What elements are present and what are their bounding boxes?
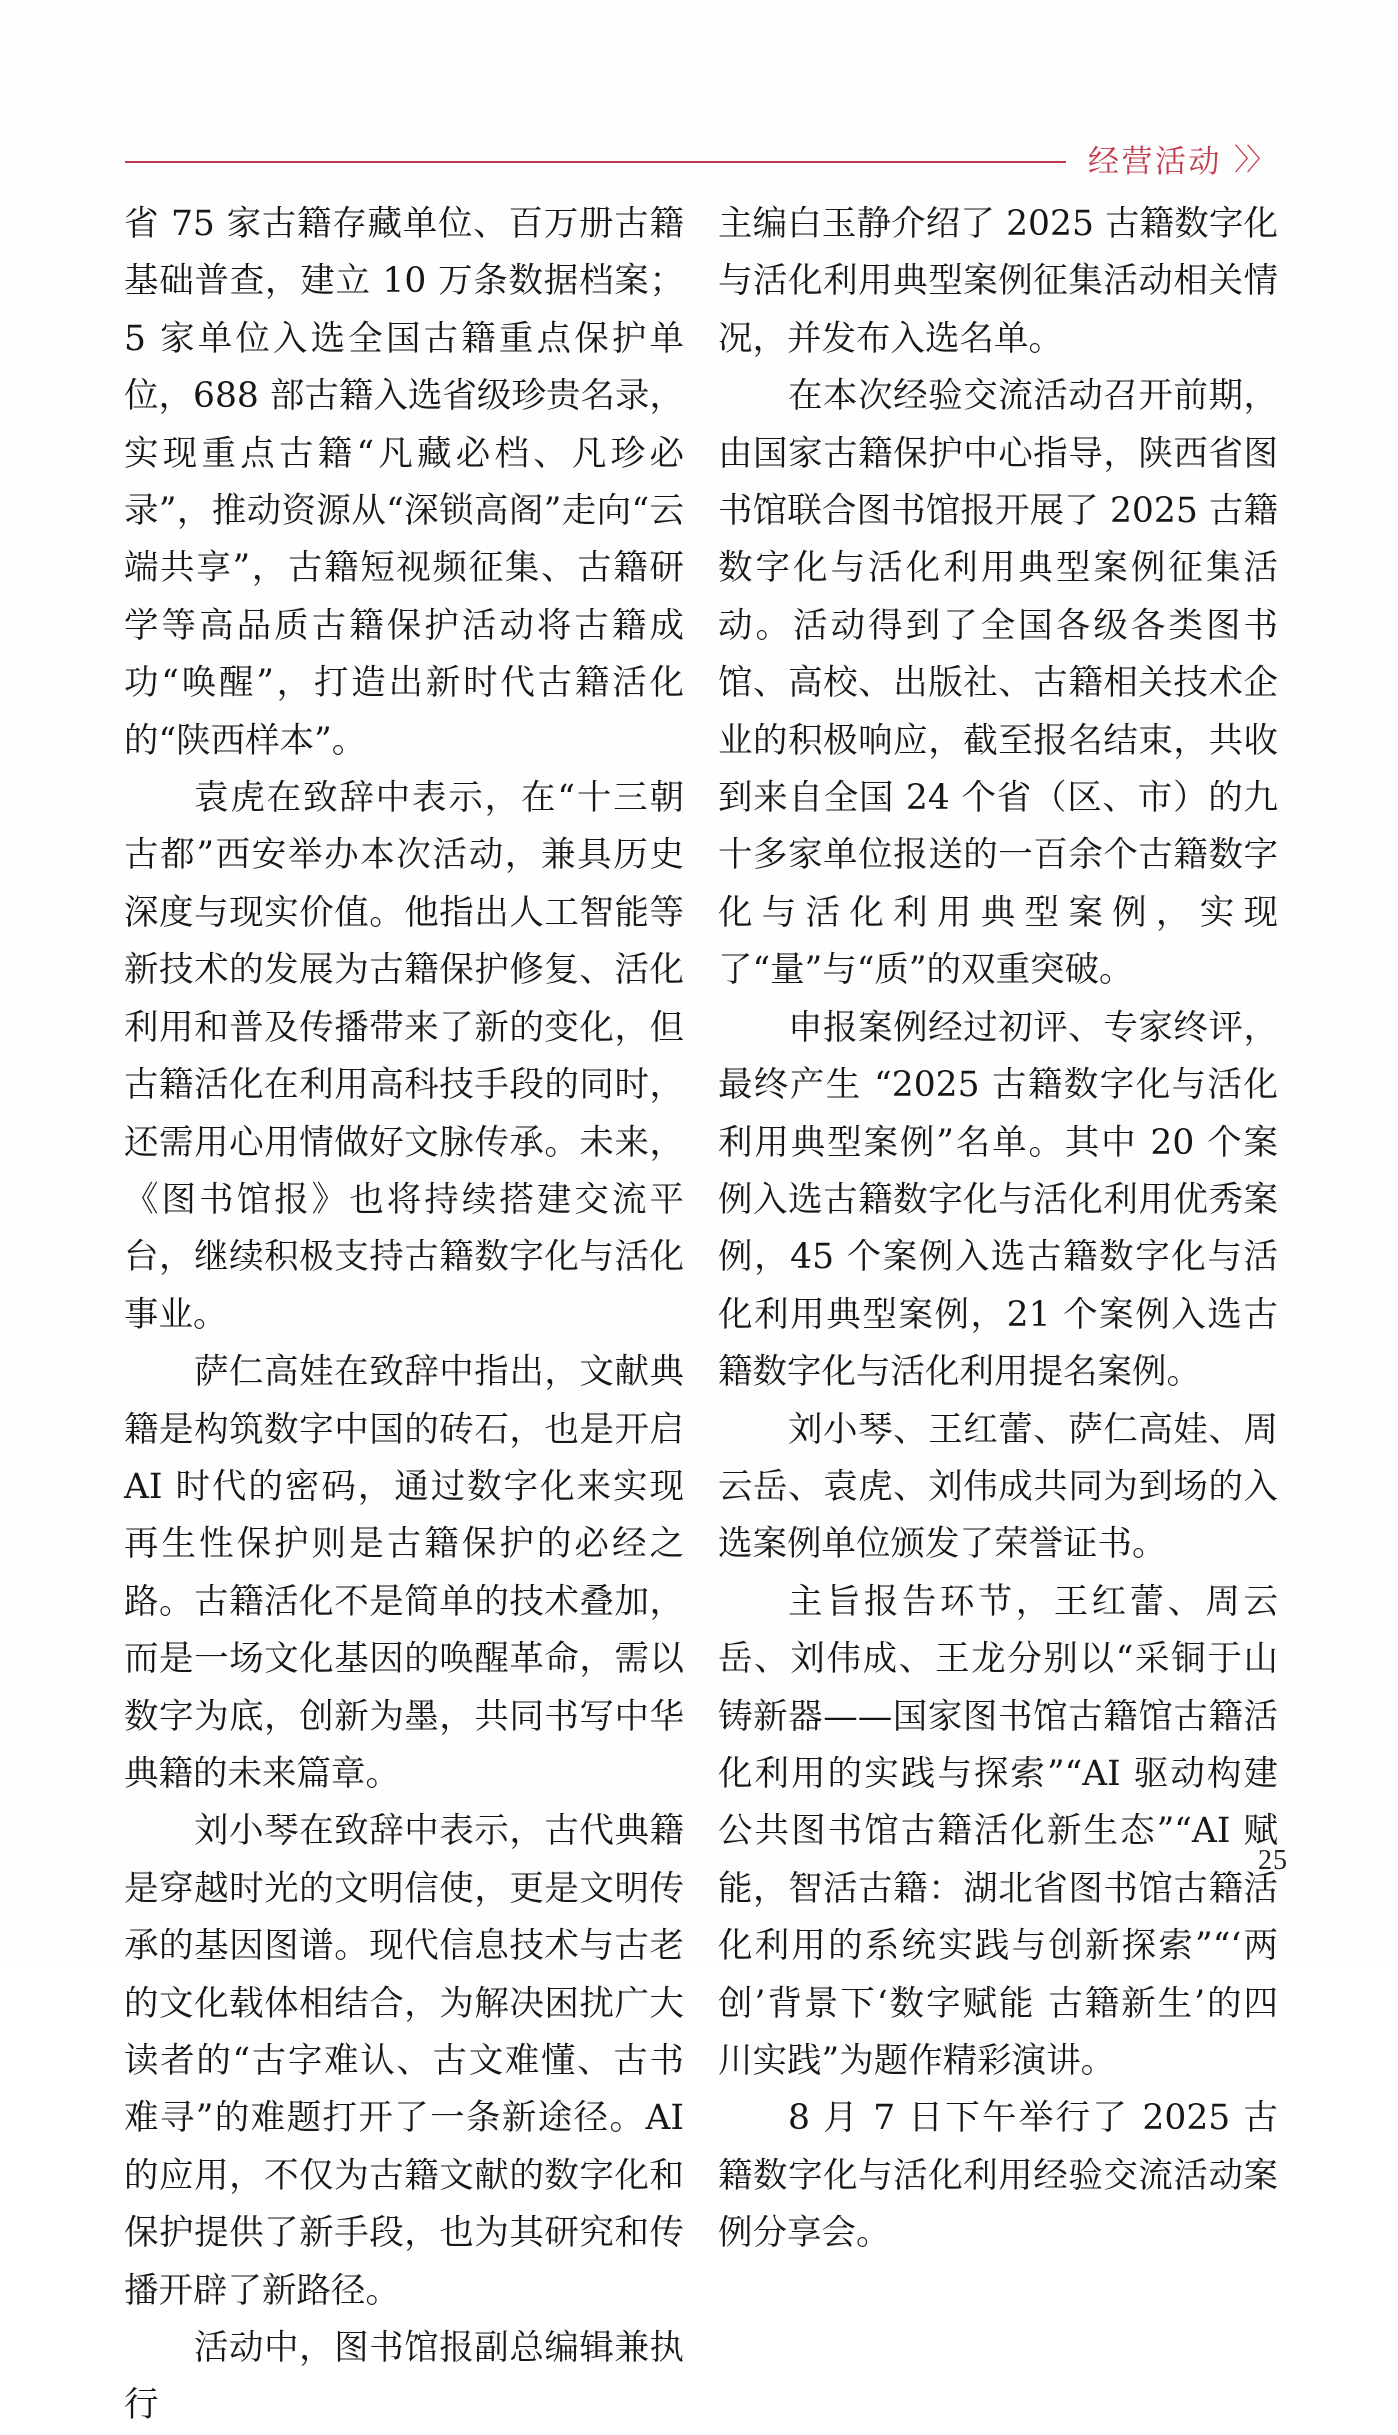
header-rule bbox=[125, 161, 1066, 163]
left-column bbox=[124, 196, 684, 2426]
double-chevron-right-icon: 〉〉 bbox=[1234, 144, 1273, 177]
paragraph: 袁虎在致辞中表示，在“十三朝古都”西安举办本次活动，兼具历史深度与现实价值。他指出人工智能等新技术的发展为古籍保护修复、活化利用和普及传播带来了新的变化，但古籍活化在利用高科技手段的同时，还需用心用情做好文脉传承。未来，《图书馆报》也将持续搭建交流平台，继续积极支持古籍数字化与活化事业。 bbox=[124, 778, 684, 1335]
paragraph: 申报案例经过初评、专家终评，最终产生 “2025 古籍数字化与活化利用典型案例”名单。其中 20 个案例入选古籍数字化与活化利用优秀案例，45 个案例入选古籍数字化与活化利用典型案例，21 个案例入选古籍数字化与活化利用提名案例。 bbox=[718, 1007, 1278, 1393]
right-column bbox=[718, 196, 1278, 2254]
paragraph: 8 月 7 日下午举行了 2025 古籍数字化与活化利用经验交流活动案例分享会。 bbox=[718, 2098, 1278, 2254]
paragraph: 刘小琴在致辞中表示，古代典籍是穿越时光的文明信使，更是文明传承的基因图谱。现代信息技术与古老的文化载体相结合，为解决困扰广大读者的“古字难认、古文难懂、古书难寻”的难题打开了一条新途径。AI 的应用，不仅为古籍文献的数字化和保护提供了新手段，也为其研究和传播开辟了新路径。 bbox=[124, 1811, 684, 2311]
running-head bbox=[125, 132, 1273, 190]
section-label: 经营活动 bbox=[1088, 143, 1222, 179]
paragraph: 萨仁高娃在致辞中指出，文献典籍是构筑数字中国的砖石，也是开启 AI 时代的密码，通过数字化来实现再生性保护则是古籍保护的必经之路。古籍活化不是简单的技术叠加，而是一场文化基因的唤醒革命，需以数字为底，创新为墨，共同书写中华典籍的未来篇章。 bbox=[124, 1352, 684, 1794]
paragraph: 省 75 家古籍存藏单位、百万册古籍基础普查，建立 10 万条数据档案；5 家单位入选全国古籍重点保护单位，688 部古籍入选省级珍贵名录，实现重点古籍“凡藏必档、凡珍必录”，推动资源从“深锁高阁”走向“云端共享”，古籍短视频征集、古籍研学等高品质古籍保护活动将古籍成功“唤醒”，打造出新时代古籍活化的“陕西样本”。 bbox=[124, 204, 684, 761]
paragraph: 活动中，图书馆报副总编辑兼执行 bbox=[124, 2328, 684, 2426]
article-body bbox=[0, 196, 1398, 2426]
paragraph: 主旨报告环节，王红蕾、周云岳、刘伟成、王龙分别以“采铜于山铸新器——国家图书馆古籍馆古籍活化利用的实践与探索”“AI 驱动构建公共图书馆古籍活化新生态”“AI 赋能，智活古籍：湖北省图书馆古籍活化利用的系统实践与创新探索”“‘两创’背景下‘数字赋能 古籍新生’的四川实践”为题作精彩演讲。 bbox=[718, 1581, 1278, 2081]
page-number: 25 bbox=[1258, 1845, 1288, 1876]
paragraph: 在本次经验交流活动召开前期，由国家古籍保护中心指导，陕西省图书馆联合图书馆报开展了 2025 古籍数字化与活化利用典型案例征集活动。活动得到了全国各级各类图书馆、高校、出版社、古籍相关技术企业的积极响应，截至报名结束，共收到来自全国 24 个省（区、市）的九十多家单位报送的一百余个古籍数字化与活化利用典型案例，实现了“量”与“质”的双重突破。 bbox=[718, 376, 1278, 991]
paragraph: 主编白玉静介绍了 2025 古籍数字化与活化利用典型案例征集活动相关情况，并发布入选名单。 bbox=[718, 204, 1278, 359]
paragraph: 刘小琴、王红蕾、萨仁高娃、周云岳、袁虎、刘伟成共同为到场的入选案例单位颁发了荣誉证书。 bbox=[718, 1409, 1278, 1565]
